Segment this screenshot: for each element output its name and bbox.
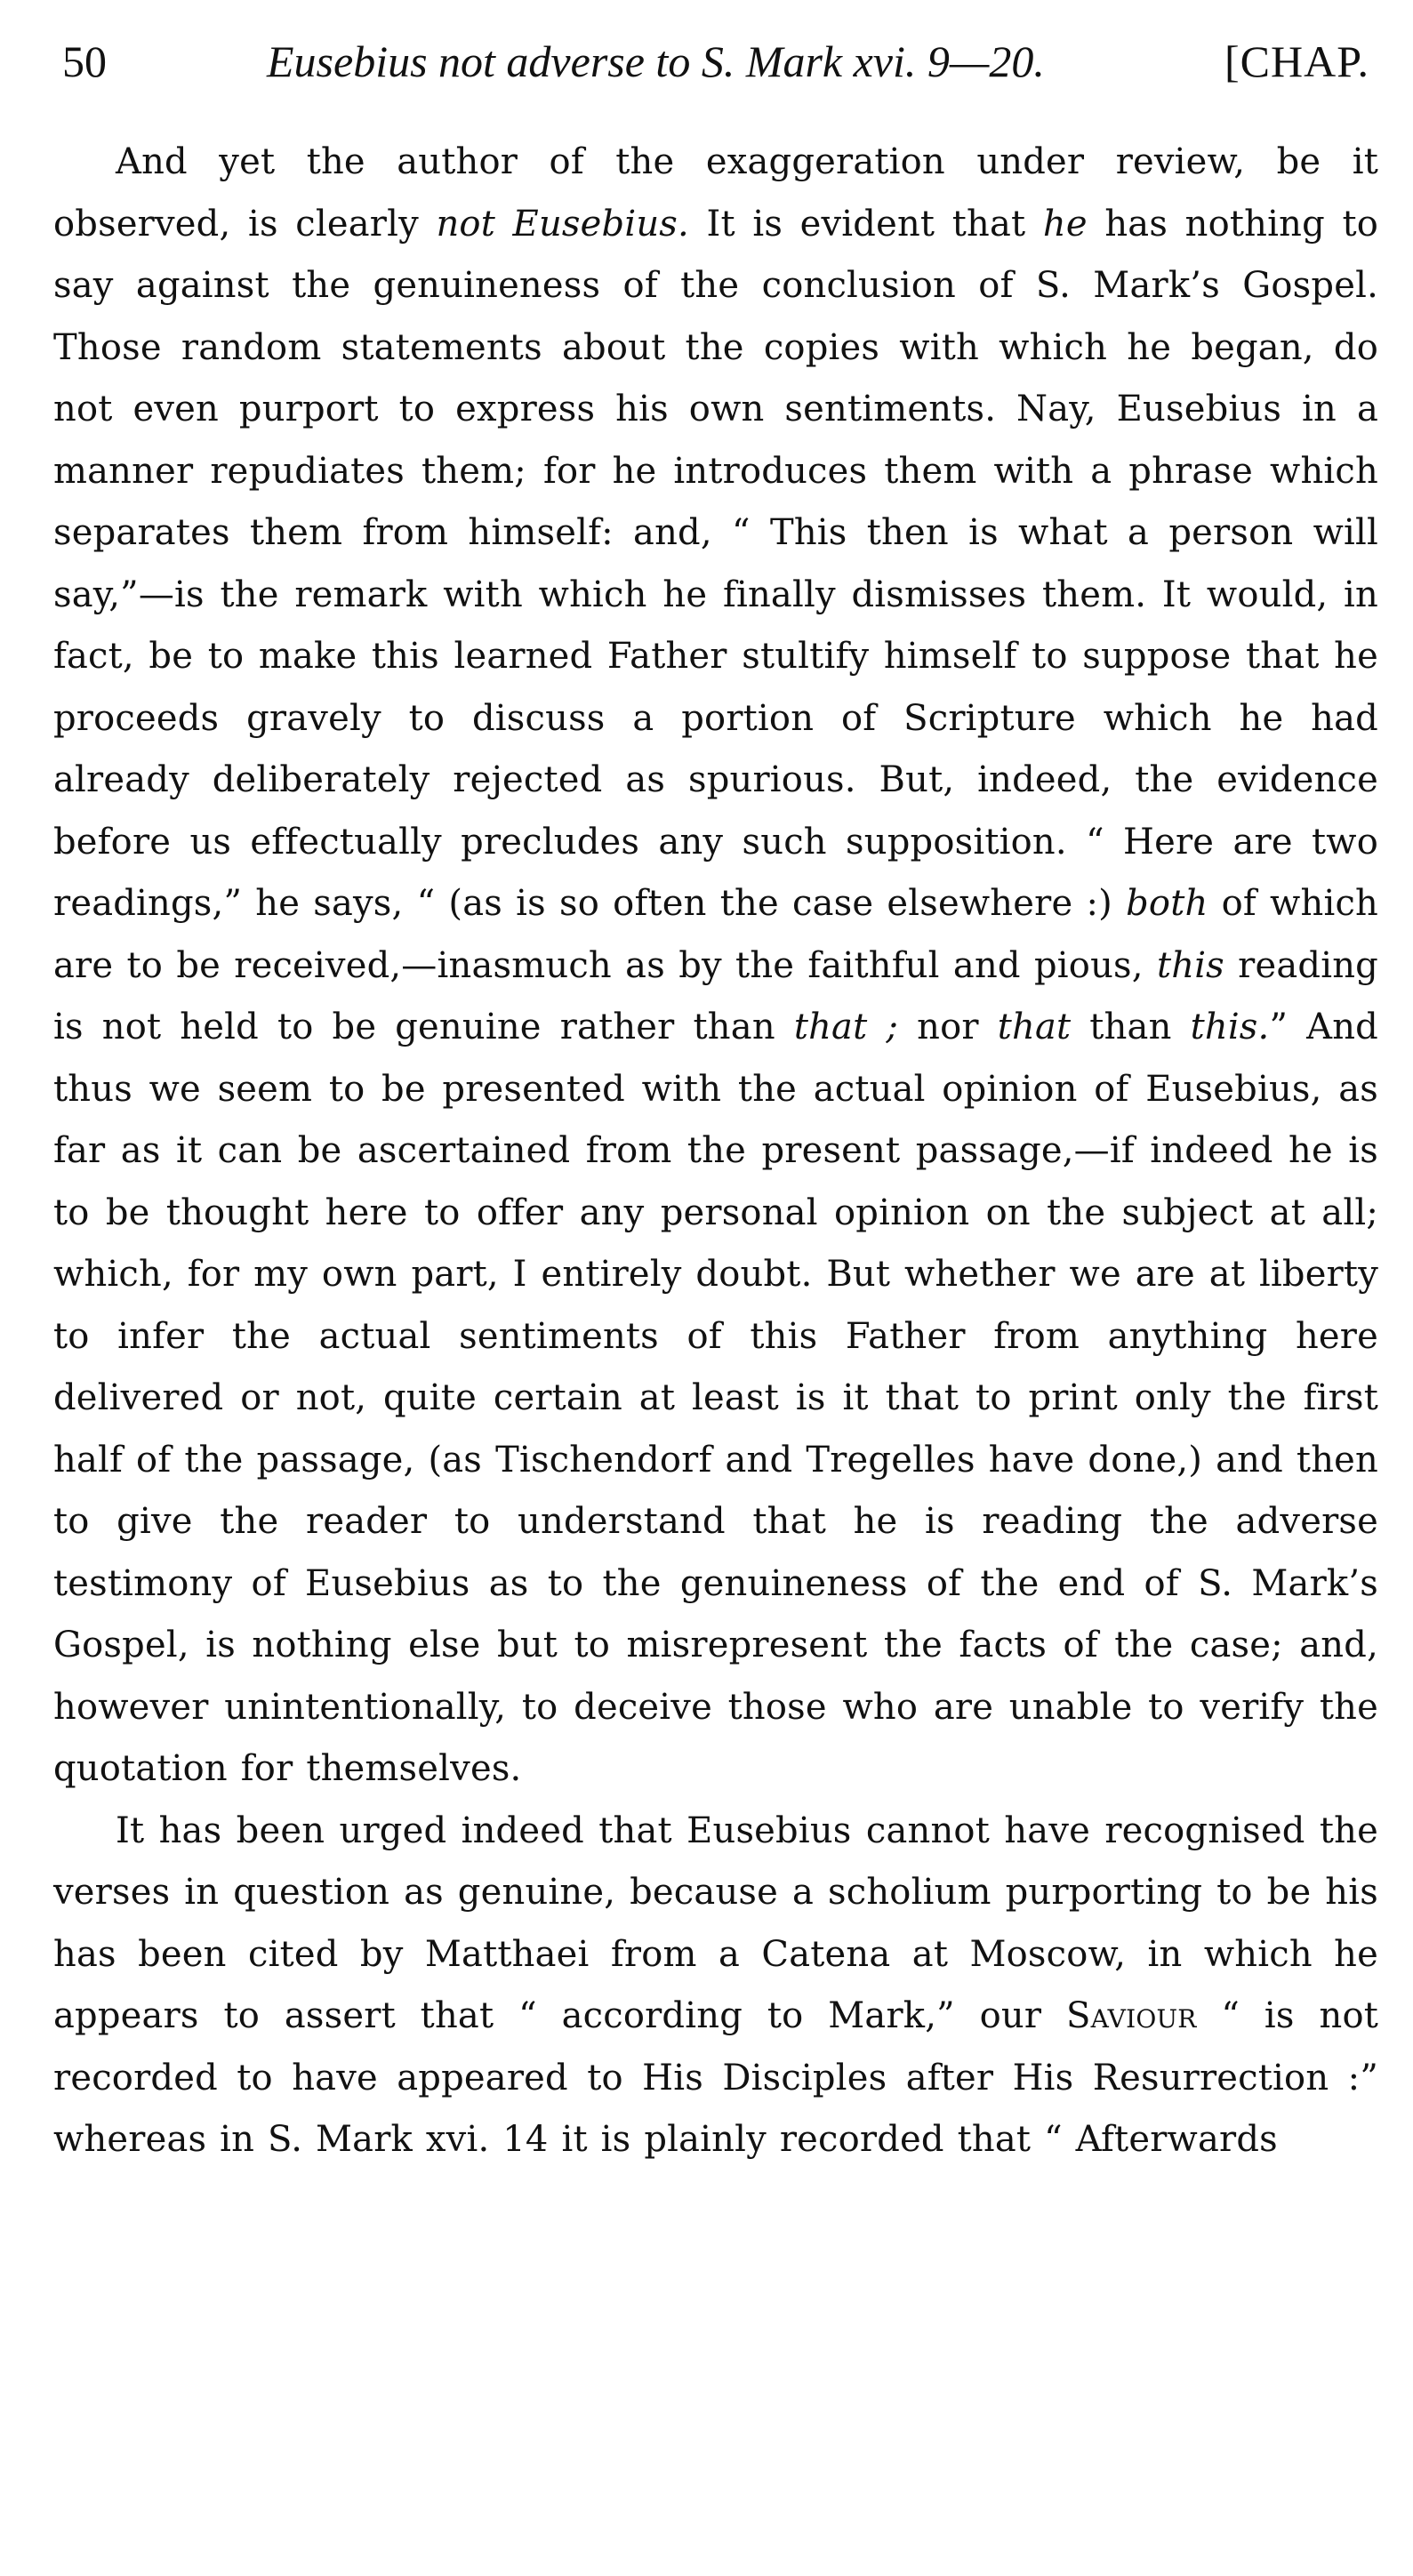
emphasis-text: not Eusebius. [436, 203, 689, 245]
text-segment: It has been urged indeed that Eusebius cannot have recognised the verses in question as genuine, because a scholium purporting to be his has been cited by Matthaei from a Catena at Moscow, in which he appears to assert that “ according to Mark,” our [53, 1810, 1378, 2036]
text-segment: reading is not held to be genuine rather than [53, 944, 1378, 1047]
chapter-mark: [CHAP. [1224, 36, 1369, 86]
text-segment: And yet the author of the exaggeration under review, be it observed, is clearly [53, 141, 1378, 245]
text-segment: nor [898, 1007, 998, 1047]
emphasis-text: that [997, 1007, 1072, 1047]
emphasis-text: both [1126, 883, 1208, 924]
text-segment: of which are to be received,—inasmuch as by the faithful and pious, [53, 883, 1379, 986]
text-segment: It is evident that [688, 203, 1043, 245]
text-segment: “ is not recorded to have appeared to His Disciples after His Resurrection :” whereas in S. Mark xvi. 14 it is plainly recorded that “ Afterwards [53, 1995, 1378, 2160]
emphasis-text: he [1042, 203, 1088, 245]
body-text [53, 132, 1378, 2171]
book-page [53, 0, 1378, 2576]
paragraph-2 [53, 1801, 1378, 2171]
text-segment: than [1071, 1007, 1191, 1047]
running-title: Eusebius not adverse to S. Mark xvi. 9—20. [267, 36, 1045, 86]
small-caps-text: Saviour [1066, 1995, 1197, 2036]
paragraph-1 [53, 132, 1378, 1801]
emphasis-text: that ; [793, 1007, 899, 1047]
running-head [53, 36, 1378, 98]
text-segment: has nothing to say against the genuineness of the conclusion of S. Mark’s Gospel. Those random statements about the copies with which he began, do not even purport to express his own sentiments. Nay, Eusebius in a manner repudiates them; for he introduces them with a phrase which separates them from himself: and, “ This then is what a person will say,”—is the remark with which he finally dismisses them. It would, in fact, be to make this learned Father stultify himself to suppose that he proceeds gravely to discuss a portion of Scripture which he had already deliberately rejected as spurious. But, indeed, the evidence before us effectually precludes any such supposition. “ Here are two readings,” he says, “ (as is so often the case elsewhere :) [53, 203, 1378, 924]
page-number: 50 [62, 36, 107, 86]
text-segment: ” And thus we seem to be presented with the actual opinion of Eusebius, as far as it can be ascertained from the present passage,—if indeed he is to be thought here to offer any personal opinion on the subject at all; which, for my own part, I entirely doubt. But whether we are at liberty to infer the actual sentiments of this Father from anything here delivered or not, quite certain at least is it that to print only the first half of the passage, (as Tischendorf and Tregelles have done,) and then to give the reader to understand that he is reading the adverse testimony of Eusebius as to the genuineness of the end of S. Mark’s Gospel, is nothing else but to misrepresent the facts of the case; and, however unintentionally, to deceive those who are unable to verify the quotation for themselves. [53, 1007, 1378, 1789]
emphasis-text: this [1156, 944, 1224, 986]
emphasis-text: this. [1190, 1007, 1270, 1047]
